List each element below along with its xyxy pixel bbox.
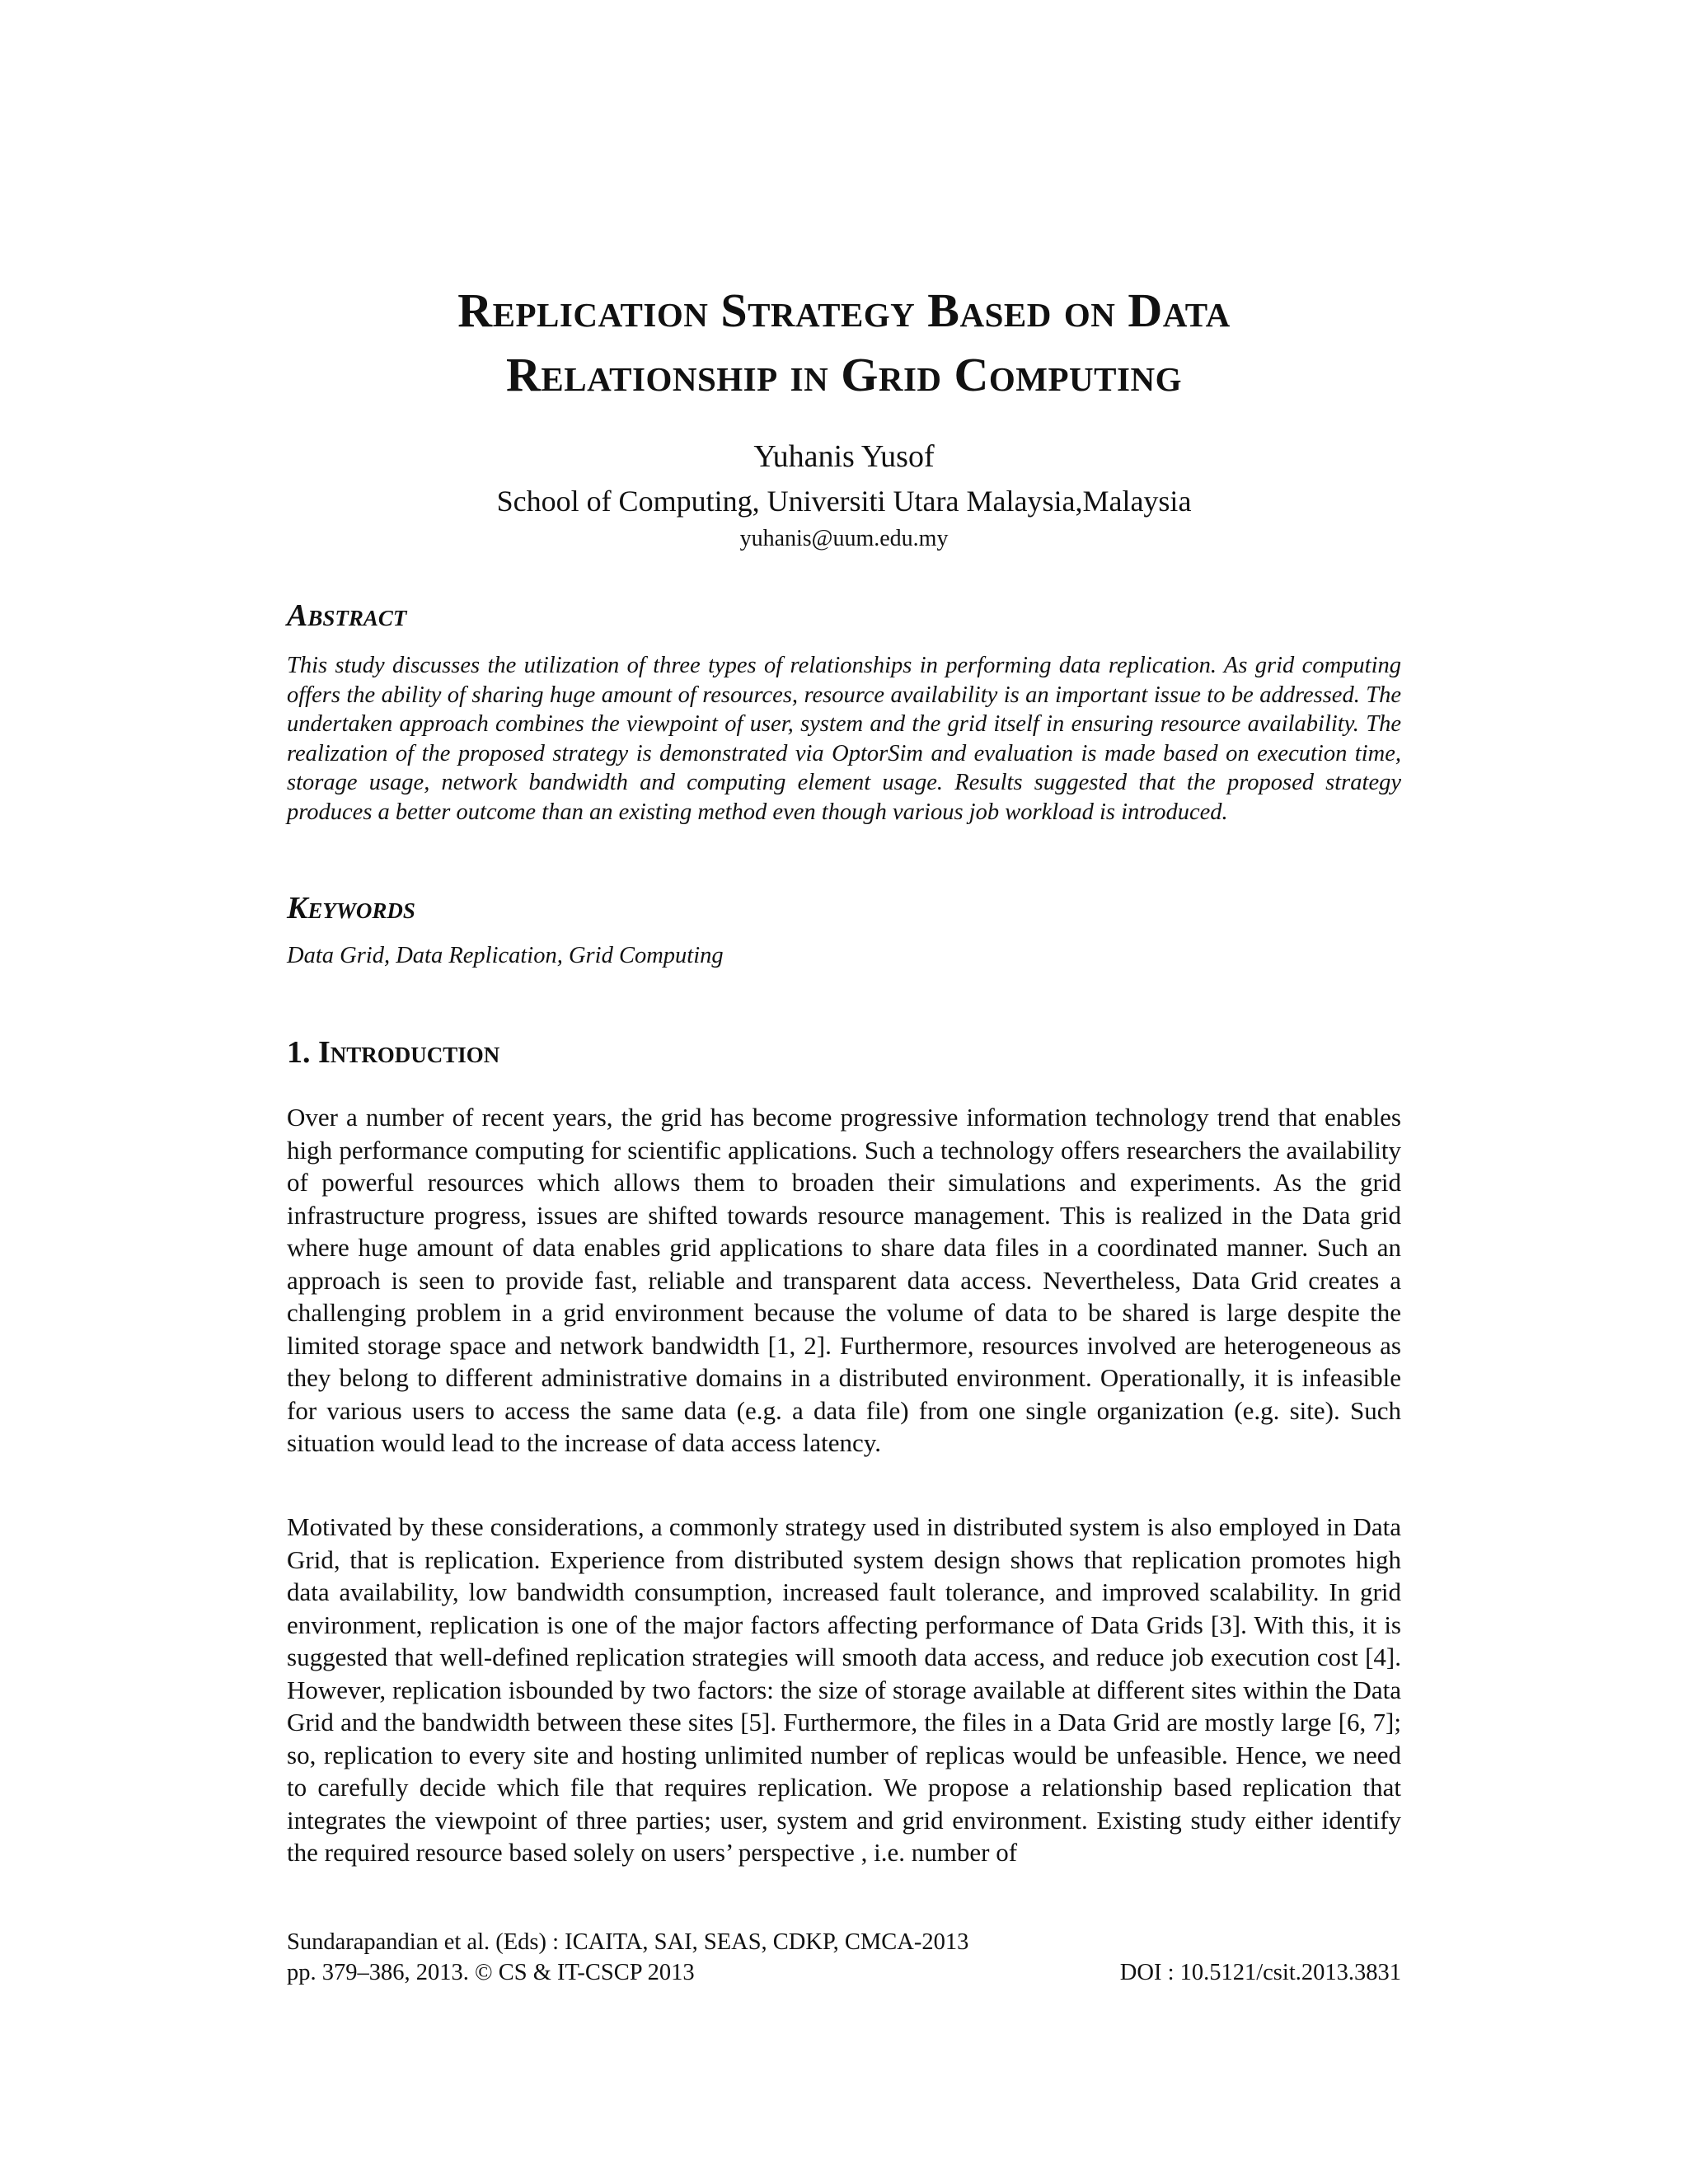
abstract-heading: Abstract — [287, 598, 407, 633]
title-line-1: Replication Strategy Based on Data — [457, 284, 1231, 337]
title-line-2: Relationship in Grid Computing — [506, 348, 1182, 401]
keywords-text: Data Grid, Data Replication, Grid Computing — [287, 943, 724, 968]
paper-title — [287, 279, 1401, 407]
author-name: Yuhanis Yusof — [753, 439, 935, 474]
footer-doi: DOI : 10.5121/csit.2013.3831 — [1119, 1960, 1401, 1985]
keywords-heading: Keywords — [287, 891, 415, 926]
author-email: yuhanis@uum.edu.my — [739, 526, 949, 551]
abstract-text: This study discusses the utilization of three types of relationships in performing data replication. As grid computing offers the ability of sharing huge amount of resources, resource availability is an important issue to be addressed. The undertaken approach combines the viewpoint of user, system and the grid itself in ensuring resource availability. The realization of the proposed strategy is demonstrated via OptorSim and evaluation is made based on execution time, storage usage, network bandwidth and computing element usage. Results suggested that the proposed strategy produces a better outcome than an existing method even though various job workload is introduced. — [287, 653, 1401, 825]
footer-pages-copyright: pp. 379–386, 2013. © CS & IT-CSCP 2013 — [287, 1960, 695, 1985]
author-affiliation: School of Computing, Universiti Utara Malaysia,Malaysia — [496, 485, 1192, 518]
footer-row — [287, 1957, 1401, 1988]
introduction-paragraph-1: Over a number of recent years, the grid has become progressive information technology trend that enables high performance computing for scientific applications. Such a technology offers researchers the availability of powerful resources which allows them to broaden their simulations and experiments. As the grid infrastructure progress, issues are shifted towards resource management. This is realized in the Data grid where huge amount of data enables grid applications to share data files in a coordinated manner. Such an approach is seen to provide fast, reliable and transparent data access. Nevertheless, Data Grid creates a challenging problem in a grid environment because the volume of data to be shared is large despite the limited storage space and network bandwidth [1, 2]. Furthermore, resources involved are heterogeneous as they belong to different administrative domains in a distributed environment. Operationally, it is infeasible for various users to access the same data (e.g. a data file) from one single organization (e.g. site). Such situation would lead to the increase of data access latency. — [287, 1103, 1401, 1457]
introduction-paragraph-2: Motivated by these considerations, a commonly strategy used in distributed system is also employed in Data Grid, that is replication. Experience from distributed system design shows that replication promotes high data availability, low bandwidth consumption, increased fault tolerance, and improved scalability. In grid environment, replication is one of the major factors affecting performance of Data Grids [3]. With this, it is suggested that well-defined replication strategies will smooth data access, and reduce job execution cost [4]. However, replication isbounded by two factors: the size of storage available at different sites within the Data Grid and the bandwidth between these sites [5]. Furthermore, the files in a Data Grid are mostly large [6, 7]; so, replication to every site and hosting unlimited number of replicas would be unfeasible. Hence, we need to carefully decide which file that requires replication. We propose a relationship based replication that integrates the viewpoint of three parties; user, system and grid environment. Existing study either identify the required resource based solely on users’ perspective , i.e. number of — [287, 1512, 1401, 1867]
page-footer — [287, 1927, 1401, 1988]
footer-proceedings: Sundarapandian et al. (Eds) : ICAITA, SAI, SEAS, CDKP, CMCA-2013 — [287, 1929, 969, 1955]
introduction-heading: 1. Introduction — [287, 1035, 500, 1070]
